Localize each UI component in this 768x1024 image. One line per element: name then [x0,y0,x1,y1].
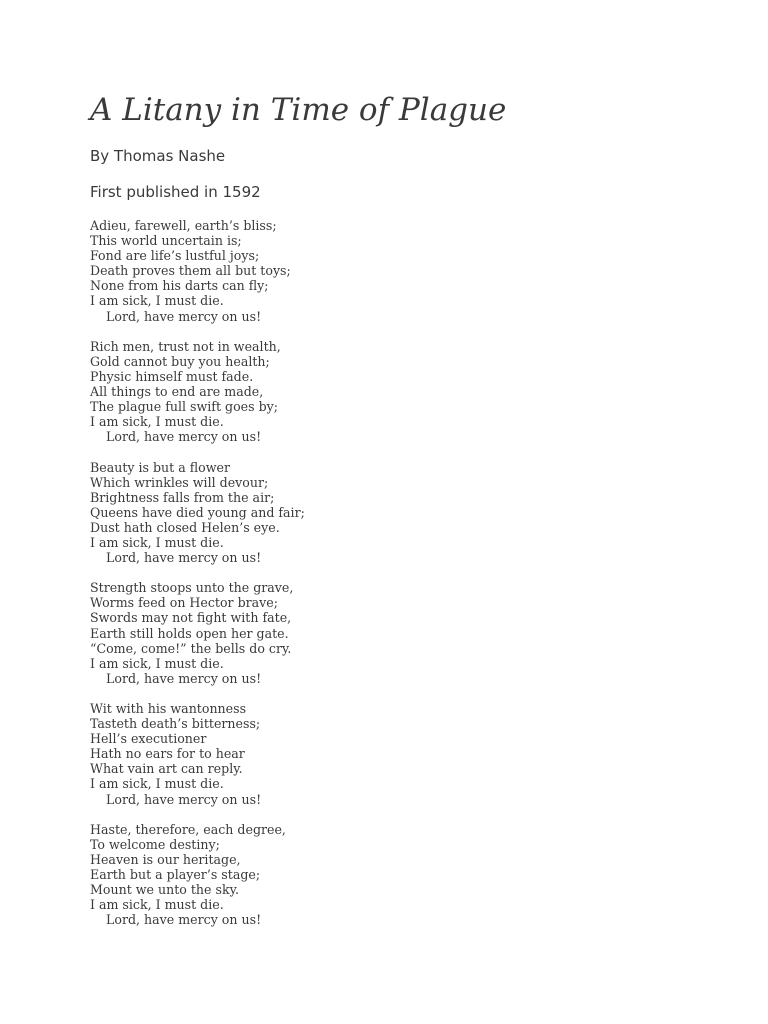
poem-line: This world uncertain is; [90,233,242,249]
poem-line: To welcome destiny; [90,836,220,852]
poem-line: Brightness falls from the air; [90,489,275,505]
refrain-line: Lord, have mercy on us! [106,308,262,324]
page-title: A Litany in Time of Plague [90,92,507,128]
stanza-5 [90,701,730,807]
poem-line: I am sick, I must die. [90,534,224,550]
poem-line: Worms feed on Hector brave; [90,595,278,611]
poem-line: None from his darts can fly; [90,278,269,294]
poem-line: I am sick, I must die. [90,655,224,671]
poem-line: Beauty is but a flower [90,459,230,475]
poem-line: Earth still holds open her gate. [90,625,289,641]
refrain-line: Lord, have mercy on us! [106,429,262,445]
poem-line: The plague full swift goes by; [90,399,279,415]
poem-line: Strength stoops unto the grave, [90,580,294,596]
author-line: By Thomas Nashe [90,147,226,165]
poem-line: I am sick, I must die. [90,776,224,792]
stanza-4 [90,580,730,686]
stanza-1 [90,218,730,324]
poem-line: I am sick, I must die. [90,414,224,430]
poem-line: All things to end are made, [90,384,264,400]
poem-line: Hath no ears for to hear [90,746,245,762]
poem-line: Physic himself must fade. [90,368,254,384]
poem-line: “Come, come!” the bells do cry. [90,640,292,656]
poem-line: What vain art can reply. [90,761,243,777]
poem-line: Heaven is our heritage, [90,851,241,867]
poem-line: Adieu, farewell, earth’s bliss; [90,218,277,233]
poem-line: Dust hath closed Helen’s eye. [90,519,280,535]
publication-line: First published in 1592 [90,183,261,201]
poem-line: Tasteth death’s bitterness; [90,716,261,732]
poem-line: Rich men, trust not in wealth, [90,338,281,354]
poem-line: Mount we unto the sky. [90,882,240,898]
poem-line: Swords may not fight with fate, [90,610,292,626]
poem-line: Haste, therefore, each degree, [90,821,286,837]
refrain-line: Lord, have mercy on us! [106,791,262,807]
poem-line: Queens have died young and fair; [90,504,305,520]
refrain-line: Lord, have mercy on us! [106,912,262,928]
poem-line: Gold cannot buy you health; [90,353,270,369]
stanza-3 [90,460,730,566]
poem-line: Death proves them all but toys; [90,263,291,279]
stanza-6 [90,822,730,928]
stanza-2 [90,339,730,445]
poem-line: Which wrinkles will devour; [90,474,269,490]
poem-line: Wit with his wantonness [90,701,247,716]
poem-body [90,218,730,927]
poem-line: I am sick, I must die. [90,897,224,913]
poem-line: Hell’s executioner [90,731,207,747]
document-page [90,88,730,943]
refrain-line: Lord, have mercy on us! [106,550,262,566]
poem-line: Fond are life’s lustful joys; [90,248,260,264]
poem-line: Earth but a player’s stage; [90,867,261,883]
refrain-line: Lord, have mercy on us! [106,670,262,686]
poem-line: I am sick, I must die. [90,293,224,309]
